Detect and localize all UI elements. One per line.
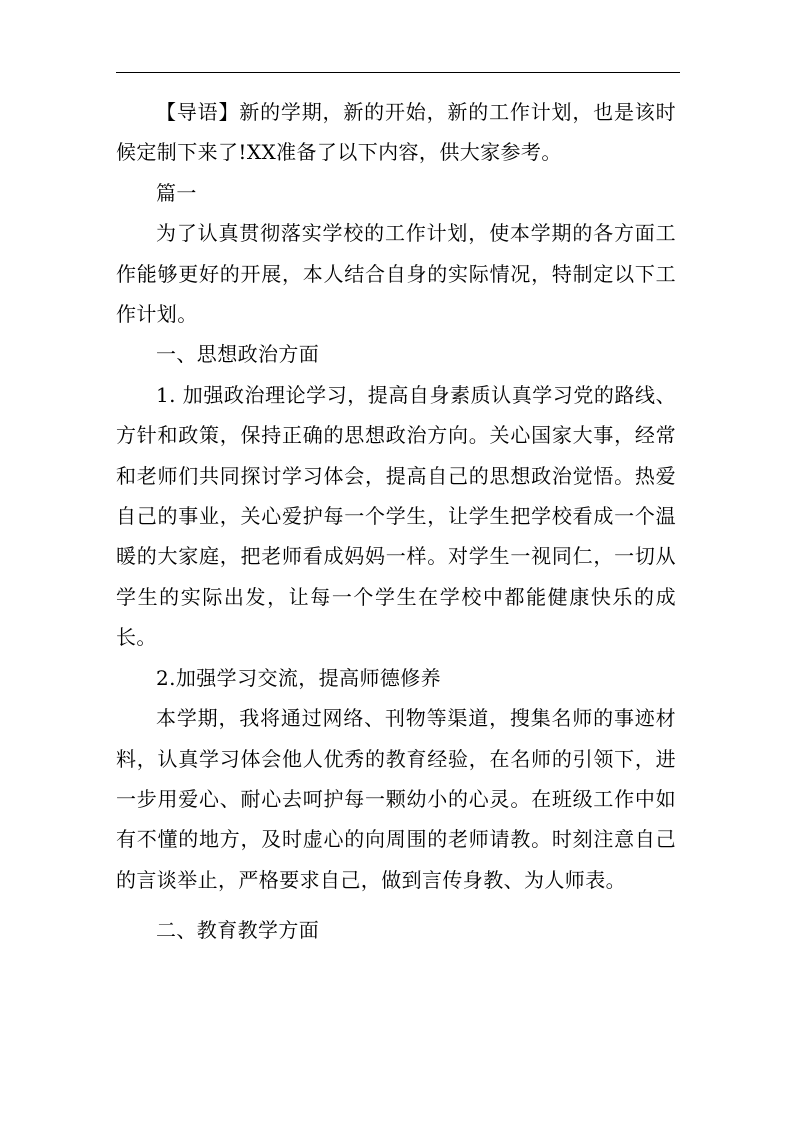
opening-paragraph: 为了认真贯彻落实学校的工作计划，使本学期的各方面工作能够更好的开展，本人结合自身的实际情况，特制定以下工作计划。 [116,221,676,327]
part-title: 篇一 [156,180,197,205]
section-heading-politics: 一、思想政治方面 [156,342,320,367]
section-heading-teaching: 二、教育教学方面 [156,918,320,943]
item-1-paragraph: 1. 加强政治理论学习，提高自身素质认真学习党的路线、方针和政策，保持正确的思想政治方向。关心国家大事，经常和老师们共同探讨学习体会，提高自己的思想政治觉悟。热爱自己的事业，关心爱护每一个学生，让学生把学校看成一个温暖的大家庭，把老师看成妈妈一样。对学生一视同仁，一切从学生的实际出发，让每一个学生在学校中都能健康快乐的成长。 [116,382,676,650]
document-body [116,92,676,951]
item-2-heading: 2.加强学习交流，提高师德修养 [156,665,442,690]
section-spacer [116,900,676,910]
header-rule [116,72,680,73]
intro-paragraph: 【导语】新的学期，新的开始，新的工作计划，也是该时候定制下来了!XX准备了以下内容，供大家参考。 [116,100,676,165]
item-2-paragraph: 本学期，我将通过网络、刊物等渠道，搜集名师的事迹材料，认真学习体会他人优秀的教育经验，在名师的引领下，进一步用爱心、耐心去呵护每一颗幼小的心灵。在班级工作中如有不懂的地方，及时虚心的向周围的老师请教。时刻注意自己的言谈举止，严格要求自己，做到言传身教、为人师表。 [116,706,676,892]
